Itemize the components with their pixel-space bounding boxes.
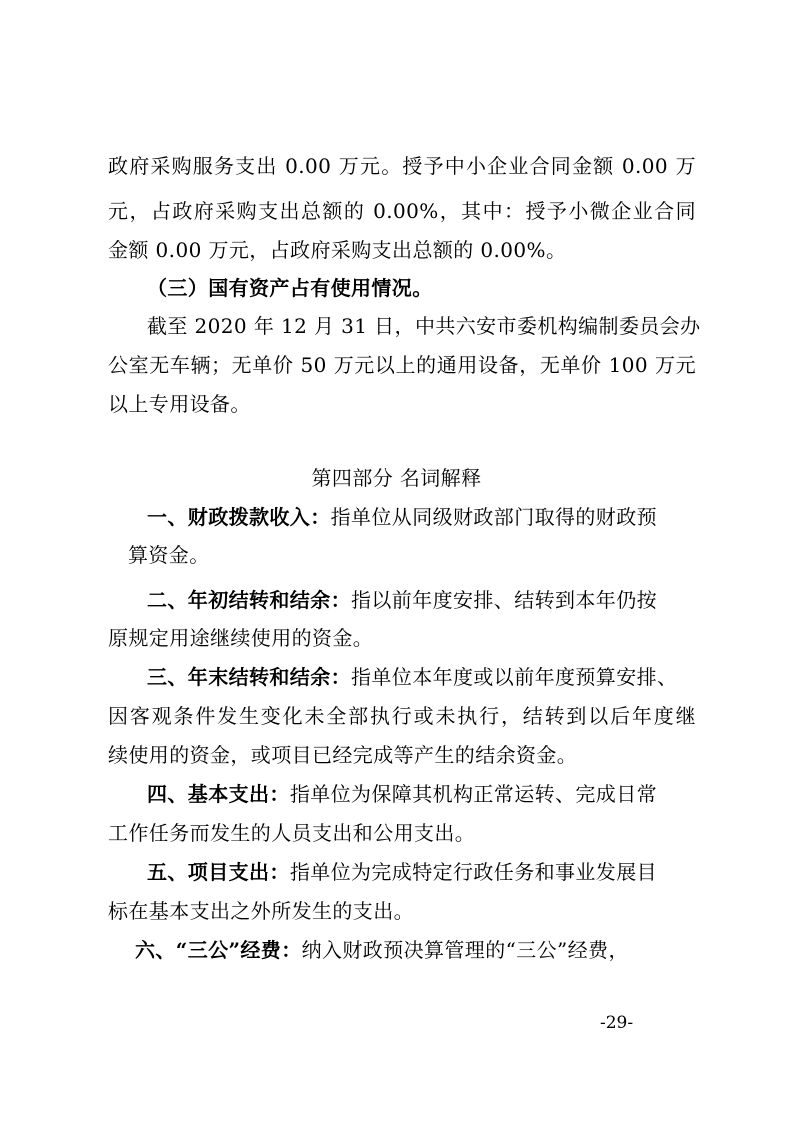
paragraph-line: 金额 0.00 万元，占政府采购支出总额的 0.00%。	[108, 238, 567, 262]
term-definition-line: 原规定用途继续使用的资金。	[108, 626, 374, 650]
term-line	[147, 774, 657, 814]
term-definition-line: 算资金。	[128, 543, 210, 567]
term-definition: 指单位为完成特定行政任务和事业发展目	[289, 860, 658, 884]
term-line	[147, 497, 657, 537]
term-label: 五、项目支出：	[147, 860, 290, 884]
paragraph-line: 政府采购服务支出 0.00 万元。授予中小企业合同金额 0.00 万	[108, 154, 696, 178]
term-line	[135, 930, 629, 970]
term-definition: 纳入财政预决算管理的“三公”经费，	[301, 938, 629, 962]
term-definition: 指以前年度安排、结转到本年仍按	[351, 588, 657, 612]
term-definition: 指单位为保障其机构正常运转、完成日常	[289, 782, 658, 806]
term-line	[147, 580, 657, 620]
paragraph-line: 公室无车辆；无单价 50 万元以上的通用设备，无单价 100 万元	[108, 353, 696, 377]
term-definition-line: 标在基本支出之外所发生的支出。	[108, 899, 414, 923]
paragraph-line: 截至 2020 年 12 月 31 日，中共六安市委机构编制委员会办	[147, 314, 701, 338]
term-label: 四、基本支出：	[147, 782, 290, 806]
term-label: 二、年初结转和结余：	[147, 588, 351, 612]
paragraph-line: 元，占政府采购支出总额的 0.00%，其中：授予小微企业合同	[108, 199, 696, 223]
term-line	[147, 852, 657, 892]
term-definition: 指单位从同级财政部门取得的财政预	[330, 505, 658, 529]
term-definition-line: 因客观条件发生变化未全部执行或未执行，结转到以后年度继	[108, 704, 696, 728]
term-label: 六、“三公”经费：	[135, 938, 302, 962]
page-number: -29-	[600, 1013, 634, 1033]
section-title: 第四部分 名词解释	[311, 466, 482, 490]
term-label: 一、财政拨款收入：	[147, 505, 331, 529]
term-line	[147, 657, 677, 697]
subsection-heading: （三）国有资产占有使用情况。	[147, 276, 433, 300]
term-definition-line: 续使用的资金，或项目已经完成等产生的结余资金。	[108, 743, 578, 767]
term-label: 三、年末结转和结余：	[147, 665, 351, 689]
term-definition-line: 工作任务而发生的人员支出和公用支出。	[108, 821, 476, 845]
paragraph-line: 以上专用设备。	[108, 392, 251, 416]
term-definition: 指单位本年度或以前年度预算安排、	[351, 665, 678, 689]
